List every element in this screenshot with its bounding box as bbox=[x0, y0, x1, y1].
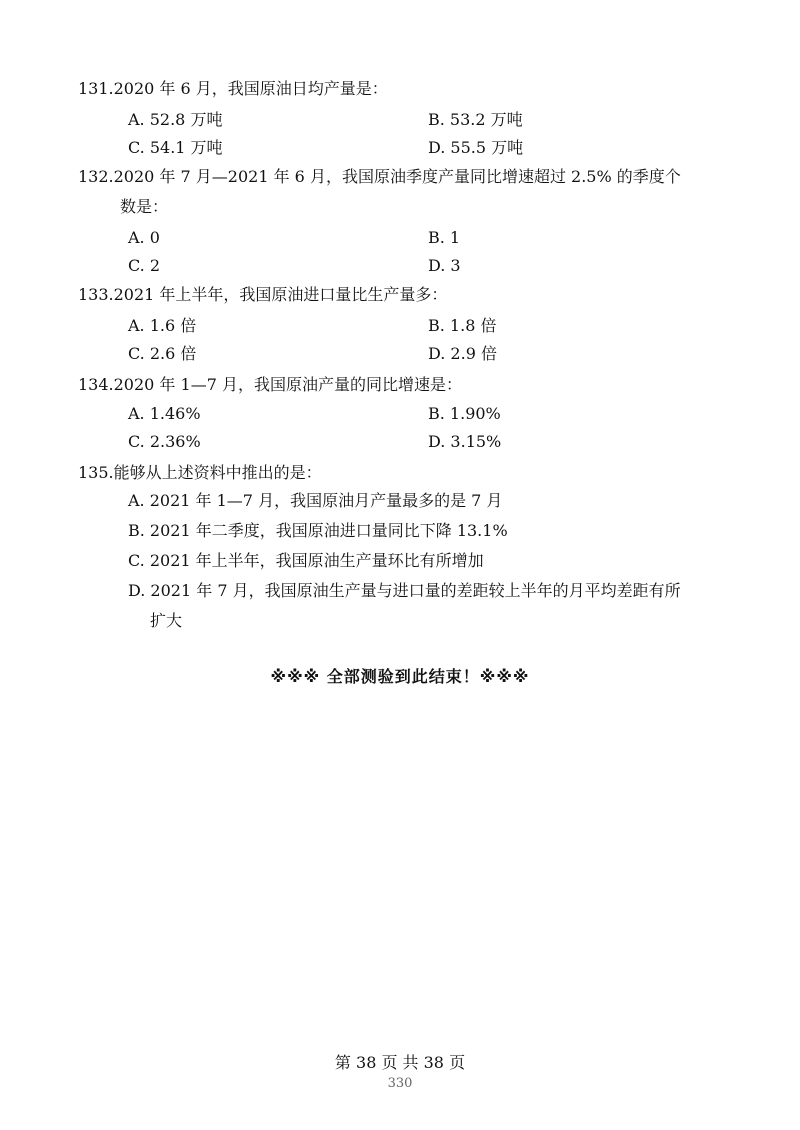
question-135-option-b: B. 2021 年二季度，我国原油进口量同比下降 13.1% bbox=[128, 521, 508, 540]
question-134-option-a: A. 1.46% bbox=[128, 404, 201, 423]
question-135-option-d-line2: 扩大 bbox=[150, 611, 183, 630]
question-134-option-c: C. 2.36% bbox=[128, 432, 201, 451]
question-132-stem bbox=[78, 162, 728, 222]
question-131-stem: 131.2020 年 6 月，我国原油日均产量是： bbox=[78, 79, 388, 98]
question-134-option-d: D. 3.15% bbox=[428, 432, 502, 451]
question-133-option-d: D. 2.9 倍 bbox=[428, 344, 497, 363]
question-134-stem: 134.2020 年 1—7 月，我国原油产量的同比增速是： bbox=[78, 375, 462, 394]
question-132-stem-line2: 数是： bbox=[120, 197, 169, 216]
page-number: 330 bbox=[387, 1076, 413, 1091]
question-132-option-d: D. 3 bbox=[428, 256, 461, 275]
question-132-stem-line1: 132.2020 年 7 月—2021 年 6 月，我国原油季度产量同比增速超过 2.5% 的季度个 bbox=[78, 167, 681, 186]
question-134-option-b: B. 1.90% bbox=[428, 404, 501, 423]
question-133-stem: 133.2021 年上半年，我国原油进口量比生产量多： bbox=[78, 285, 448, 304]
question-132-option-b: B. 1 bbox=[428, 228, 461, 247]
question-135-option-d bbox=[128, 576, 728, 636]
question-131-option-a: A. 52.8 万吨 bbox=[128, 110, 223, 129]
question-133-option-c: C. 2.6 倍 bbox=[128, 344, 197, 363]
question-132-option-a: A. 0 bbox=[128, 228, 160, 247]
question-135-stem: 135.能够从上述资料中推出的是： bbox=[78, 463, 322, 482]
question-133-option-a: A. 1.6 倍 bbox=[128, 316, 197, 335]
question-131-option-b: B. 53.2 万吨 bbox=[428, 110, 523, 129]
question-133-option-b: B. 1.8 倍 bbox=[428, 316, 497, 335]
page-label: 第 38 页 共 38 页 bbox=[334, 1053, 466, 1072]
question-135-option-a: A. 2021 年 1—7 月，我国原油月产量最多的是 7 月 bbox=[128, 491, 503, 510]
question-135-option-c: C. 2021 年上半年，我国原油生产量环比有所增加 bbox=[128, 551, 484, 570]
question-132-option-c: C. 2 bbox=[128, 256, 161, 275]
question-131-option-d: D. 55.5 万吨 bbox=[428, 138, 524, 157]
question-135-option-d-line1: D. 2021 年 7 月，我国原油生产量与进口量的差距较上半年的月平均差距有所 bbox=[128, 581, 681, 600]
question-131-option-c: C. 54.1 万吨 bbox=[128, 138, 223, 157]
end-of-test-note: ※※※ 全部测验到此结束！※※※ bbox=[270, 667, 530, 686]
